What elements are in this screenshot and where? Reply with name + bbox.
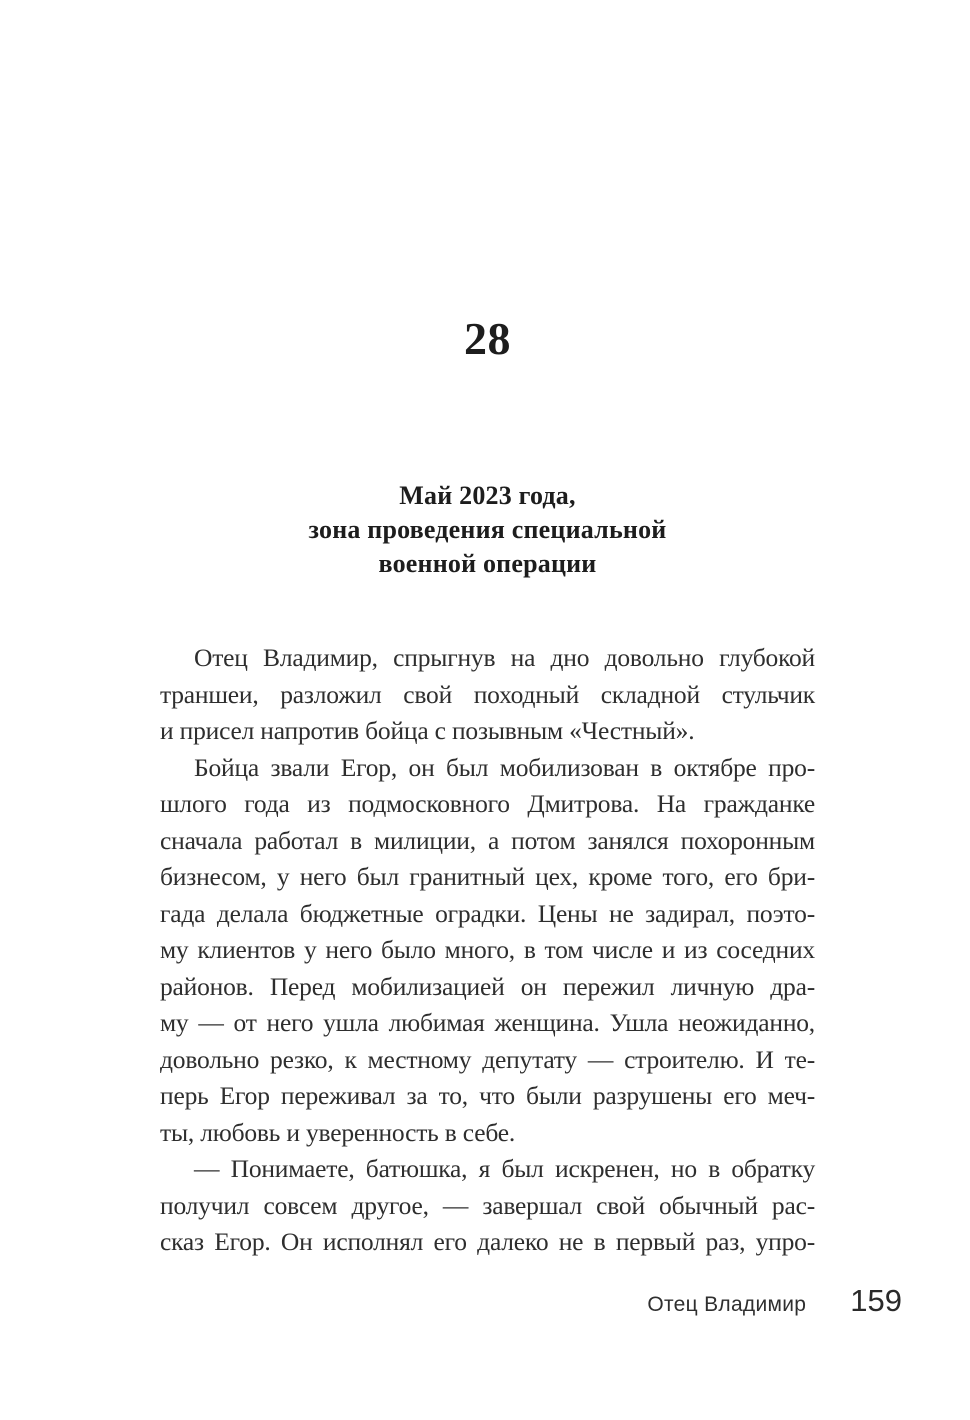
body-line: ты, любовь и уверенность в себе. <box>160 1117 516 1147</box>
body-line: сказ Егор. Он исполнял его далеко не в первый раз, упро- <box>160 1227 815 1256</box>
page-footer <box>647 1283 902 1319</box>
body-line: перь Егор переживал за то, что были разрушены его меч- <box>160 1081 815 1110</box>
subtitle-line: военной операции <box>378 549 597 578</box>
body-line: и присел напротив бойца с позывным «Честный». <box>160 716 695 745</box>
subtitle-line: зона проведения специальной <box>308 515 667 544</box>
body-line: — Понимаете, батюшка, я был искренен, но в обратку <box>194 1154 815 1183</box>
chapter-subtitle <box>160 479 815 581</box>
body-line: бизнесом, у него был гранитный цех, кроме того, его бри- <box>160 862 815 891</box>
body-line: му — от него ушла любимая женщина. Ушла неожиданно, <box>160 1008 815 1037</box>
body-line: шлого года из подмосковного Дмитрова. На гражданке <box>160 789 815 818</box>
subtitle-line: Май 2023 года, <box>399 481 576 510</box>
body-line: сначала работал в милиции, а потом занялся похоронным <box>160 825 815 855</box>
body-text <box>160 640 815 1261</box>
body-line: траншеи, разложил свой походный складной стульчик <box>160 679 815 709</box>
body-line: гада делала бюджетные оградки. Цены не задирал, поэто- <box>160 898 815 928</box>
running-title: Отец Владимир <box>647 1293 807 1316</box>
page-number: 159 <box>850 1283 902 1318</box>
body-line: Отец Владимир, спрыгнув на дно довольно глубокой <box>194 643 815 672</box>
body-line: довольно резко, к местному депутату — строителю. И те- <box>160 1044 815 1074</box>
body-line: му клиентов у него было много, в том числе и из соседних <box>160 935 815 964</box>
body-line: Бойца звали Егор, он был мобилизован в октябре про- <box>194 752 815 782</box>
body-line: районов. Перед мобилизацией он пережил личную дра- <box>160 971 815 1001</box>
body-line: получил совсем другое, — завершал свой обычный рас- <box>160 1190 815 1220</box>
chapter-number: 28 <box>464 313 511 364</box>
